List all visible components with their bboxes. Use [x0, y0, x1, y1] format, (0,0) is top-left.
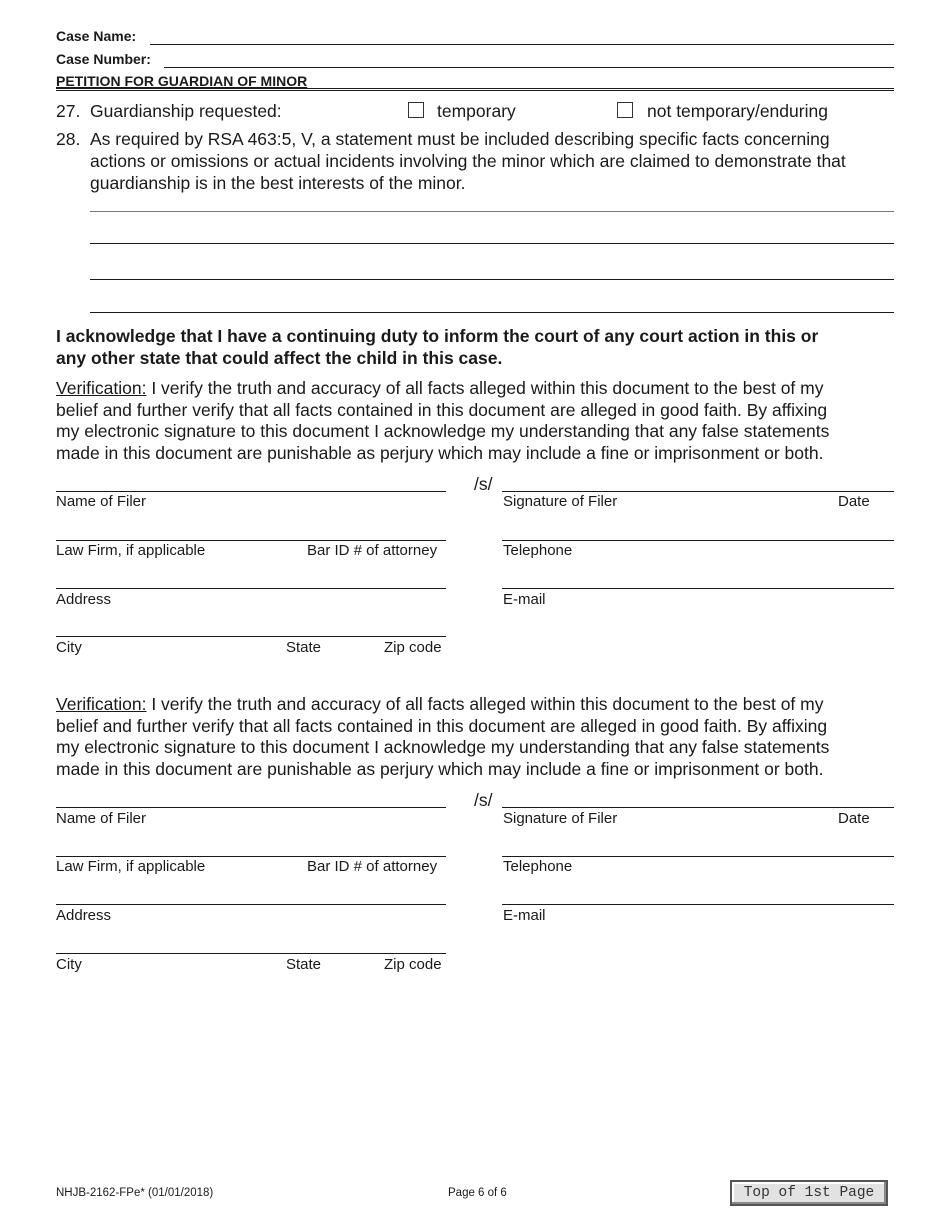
email-field-2[interactable]	[502, 904, 894, 905]
top-of-first-page-button[interactable]: Top of 1st Page	[730, 1180, 888, 1206]
verification-2-line1: I verify the truth and accuracy of all facts alleged within this document to the best of my	[146, 694, 824, 714]
address-field-2[interactable]	[56, 904, 446, 905]
name-of-filer-field-2[interactable]	[56, 807, 446, 808]
verification-2-line3: my electronic signature to this document I acknowledge my understanding that any false statements	[56, 737, 830, 757]
form-id: NHJB-2162-FPe* (01/01/2018)	[56, 1187, 214, 1199]
item28-number: 28.	[56, 129, 81, 149]
item27-label: Guardianship requested:	[90, 101, 282, 121]
city-state-zip-field[interactable]	[56, 636, 446, 637]
state-label-2: State	[286, 956, 322, 973]
date-label: Date	[838, 493, 870, 510]
verification-paragraph-1	[56, 378, 896, 464]
zip-label-2: Zip code	[384, 956, 442, 973]
telephone-field-2[interactable]	[502, 856, 894, 857]
verification-paragraph-2	[56, 694, 896, 780]
acknowledge-statement	[56, 326, 896, 369]
verification-line4: made in this document are punishable as perjury which may include a fine or imprisonment or both.	[56, 442, 824, 463]
address-field[interactable]	[56, 588, 446, 589]
signature-of-filer-label-2: Signature of Filer	[503, 810, 618, 827]
verification-heading-2: Verification:	[56, 694, 147, 714]
signature-of-filer-field-2[interactable]	[502, 807, 894, 808]
name-of-filer-label-2: Name of Filer	[56, 810, 147, 827]
email-label: E-mail	[503, 591, 546, 608]
law-firm-field-2[interactable]	[56, 856, 446, 857]
telephone-label: Telephone	[503, 542, 573, 559]
label-not-temporary: not temporary/enduring	[647, 101, 828, 121]
signature-of-filer-field[interactable]	[502, 491, 894, 492]
item28-text-line2: actions or omissions or actual incidents involving the minor which are claimed to demonstrate that	[90, 151, 846, 171]
city-label: City	[56, 639, 82, 656]
statement-line-2[interactable]	[90, 243, 894, 244]
address-label-2: Address	[56, 907, 112, 924]
statement-line-1[interactable]	[90, 211, 894, 212]
acknowledge-line1: I acknowledge that I have a continuing duty to inform the court of any court action in this or	[56, 326, 819, 346]
state-label: State	[286, 639, 322, 656]
law-firm-label: Law Firm, if applicable	[56, 542, 206, 559]
sig-prefix-2: /s/	[474, 790, 493, 810]
verification-line3: my electronic signature to this document I acknowledge my understanding that any false statements	[56, 421, 830, 441]
zip-label: Zip code	[384, 639, 442, 656]
header-divider	[56, 88, 894, 91]
case-number-label: Case Number:	[56, 51, 151, 67]
signature-of-filer-label: Signature of Filer	[503, 493, 618, 510]
name-of-filer-field[interactable]	[56, 491, 446, 492]
acknowledge-line2: any other state that could affect the child in this case.	[56, 347, 503, 368]
case-name-field[interactable]	[150, 44, 894, 45]
checkbox-not-temporary[interactable]	[617, 102, 633, 118]
verification-line2: belief and further verify that all facts contained in this document are alleged in good faith. By affixing	[56, 399, 828, 420]
verification-heading: Verification:	[56, 378, 147, 398]
verification-line1: I verify the truth and accuracy of all facts alleged within this document to the best of my	[146, 378, 824, 398]
city-label-2: City	[56, 956, 82, 973]
item28-text-line1: As required by RSA 463:5, V, a statement must be included describing specific facts concerning	[90, 129, 830, 149]
name-of-filer-label: Name of Filer	[56, 493, 147, 510]
email-field[interactable]	[502, 588, 894, 589]
form-title: PETITION FOR GUARDIAN OF MINOR	[56, 73, 308, 89]
statement-line-4[interactable]	[90, 312, 894, 313]
telephone-label-2: Telephone	[503, 858, 573, 875]
sig-prefix: /s/	[474, 474, 493, 494]
city-state-zip-field-2[interactable]	[56, 953, 446, 954]
bar-id-label: Bar ID # of attorney	[307, 542, 438, 559]
label-temporary: temporary	[437, 101, 516, 121]
item28-text-line3: guardianship is in the best interests of the minor.	[90, 173, 466, 193]
page-number: Page 6 of 6	[448, 1187, 507, 1199]
case-name-label: Case Name:	[56, 28, 137, 44]
address-label: Address	[56, 591, 112, 608]
email-label-2: E-mail	[503, 907, 546, 924]
checkbox-temporary[interactable]	[408, 102, 424, 118]
case-number-field[interactable]	[164, 67, 894, 68]
date-label-2: Date	[838, 810, 870, 827]
verification-2-line4: made in this document are punishable as perjury which may include a fine or imprisonment or both.	[56, 758, 824, 779]
law-firm-field[interactable]	[56, 540, 446, 541]
law-firm-label-2: Law Firm, if applicable	[56, 858, 206, 875]
bar-id-label-2: Bar ID # of attorney	[307, 858, 438, 875]
item27-number: 27.	[56, 101, 81, 121]
telephone-field[interactable]	[502, 540, 894, 541]
statement-line-3[interactable]	[90, 279, 894, 280]
verification-2-line2: belief and further verify that all facts contained in this document are alleged in good faith. By affixing	[56, 715, 828, 736]
